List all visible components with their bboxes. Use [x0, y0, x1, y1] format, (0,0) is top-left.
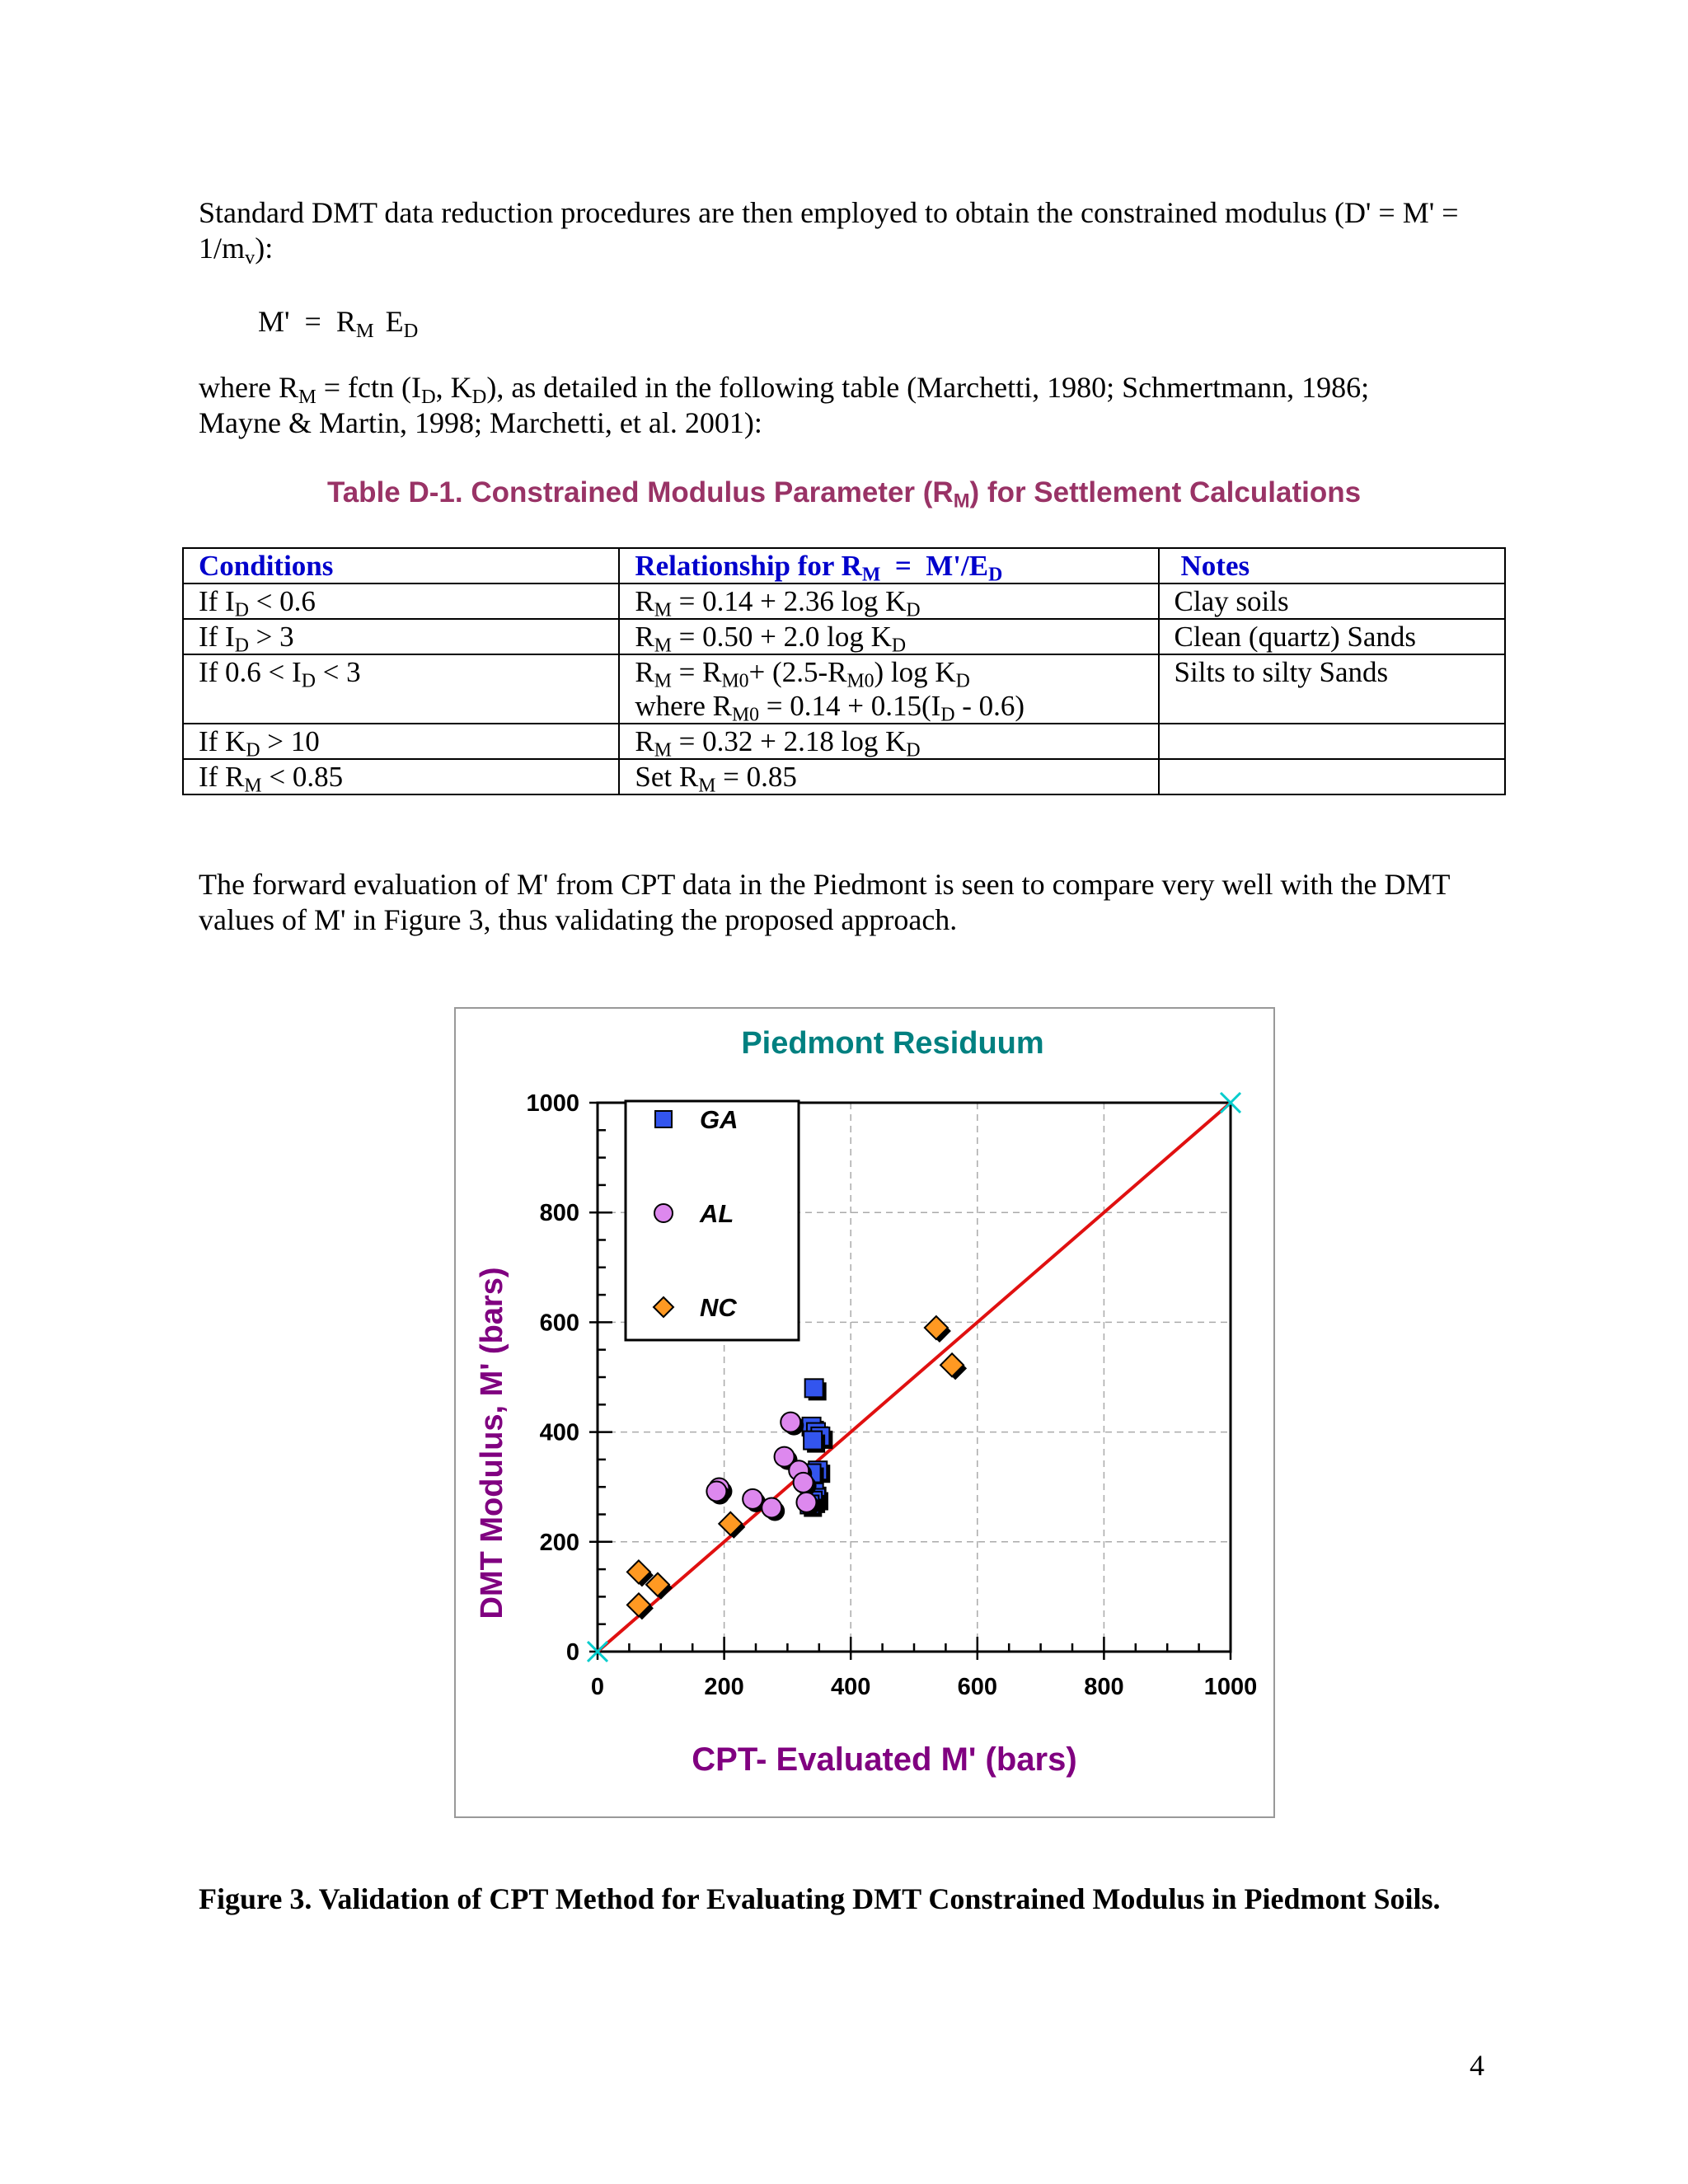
figure-frame — [454, 1007, 1275, 1818]
table-row — [183, 759, 1505, 794]
legend — [626, 1101, 799, 1340]
table-caption: Table D-1. Constrained Modulus Parameter $(R_M)$ for Settlement Calculations — [326, 476, 1362, 513]
table-cell: If $0.6 < I_D < 3$ — [183, 654, 619, 724]
data-point-ga — [805, 1379, 823, 1397]
data-point-al — [781, 1413, 800, 1432]
table-header-row — [183, 548, 1505, 583]
y-axis-label: DMT Modulus, M' (bars) — [475, 1267, 509, 1619]
table-cell: If $K_D > 10$ — [183, 724, 619, 759]
table-cell: $R_M = 0.50 + 2.0$ $\log K_D$ — [619, 619, 1158, 654]
legend-square-icon — [655, 1111, 672, 1127]
figure-caption: Figure 3. Validation of CPT Method for Evaluating DMT Constrained Modulus in Piedmont Soils. — [199, 1882, 1441, 1915]
table-cell: Set $R_M = 0.85$ — [619, 759, 1158, 794]
y-tick-label: 800 — [539, 1200, 579, 1227]
x-tick-label: 800 — [1084, 1674, 1124, 1700]
table-cell: $R_M = R_{M0}+ (2.5-R_{M0})$ $\log K_D$ where $R_{M0} = 0.14 + 0.15(I_D - 0.6)$ — [619, 654, 1158, 724]
paragraph-2-line-1: The forward evaluation of M' from CPT data in the Piedmont is seen to compare very well with the DMT — [199, 868, 1451, 901]
table-cell: Clean (quartz) Sands — [1159, 619, 1505, 654]
y-tick-label: 600 — [539, 1310, 579, 1337]
data-point-al — [706, 1482, 726, 1502]
data-point-ga — [804, 1432, 822, 1450]
table-row — [183, 724, 1505, 759]
table-cell — [1159, 724, 1505, 759]
y-tick-label: 200 — [539, 1529, 579, 1556]
equation: $M' = R_M$ $E_D$ — [258, 305, 419, 342]
table-cell: Clay soils — [1159, 583, 1505, 619]
intro-line-1: Standard DMT data reduction procedures are then employed to obtain the constrained modulus (D' = M' = — [199, 196, 1459, 229]
header-relationship: Relationship for $R_M = M'/E_D$ — [619, 548, 1158, 583]
legend-label: AL — [700, 1199, 734, 1228]
y-tick-label: 400 — [539, 1419, 579, 1446]
header-conditions: Conditions — [183, 548, 619, 583]
table-cell: If $I_D < 0.6$ — [183, 583, 619, 619]
where-paragraph-line-2: Mayne & Martin, 1998; Marchetti, et al. 2001): — [199, 406, 762, 439]
scatter-chart — [456, 1009, 1273, 1816]
data-point-al — [762, 1498, 781, 1518]
table-row — [183, 654, 1505, 724]
table-cell: $R_M = 0.14 + 2.36$ $\log K_D$ — [619, 583, 1158, 619]
table-row — [183, 619, 1505, 654]
legend-label: GA — [700, 1105, 738, 1134]
y-tick-label: 0 — [565, 1639, 579, 1666]
table-cell: $R_M = 0.32 + 2.18$ $\log K_D$ — [619, 724, 1158, 759]
legend-label: NC — [700, 1293, 737, 1322]
modulus-table — [182, 547, 1506, 795]
x-tick-label: 400 — [831, 1674, 871, 1700]
page-number: 4 — [1470, 2049, 1484, 2082]
x-tick-label: 0 — [590, 1674, 605, 1700]
legend-circle-icon — [654, 1204, 673, 1222]
table-cell — [1159, 759, 1505, 794]
chart-title: Piedmont Residuum — [741, 1026, 1044, 1061]
table-cell: If $R_M < 0.85$ — [183, 759, 619, 794]
data-point-al — [796, 1493, 816, 1512]
table-cell: Silts to silty Sands — [1159, 654, 1505, 724]
x-tick-label: 200 — [704, 1674, 744, 1700]
header-notes: Notes — [1159, 548, 1505, 583]
table-cell: If $I_D > 3$ — [183, 619, 619, 654]
x-axis-label: CPT- Evaluated M' (bars) — [692, 1741, 1077, 1778]
data-point-al — [794, 1473, 814, 1493]
data-points — [627, 1316, 967, 1619]
table-row — [183, 583, 1505, 619]
x-tick-label: 1000 — [1203, 1674, 1258, 1700]
intro-line-2: $1/m_v$): — [199, 232, 274, 269]
data-point-al — [743, 1489, 762, 1509]
x-tick-label: 600 — [957, 1674, 997, 1700]
where-paragraph: where $R_M$ = fctn ($I_D$, $K_D$), as detailed in the following table (Marchetti, 1980; Schmertmann, 1986; — [199, 371, 1370, 408]
paragraph-2-line-2: values of M' in Figure 3, thus validating the proposed approach. — [199, 903, 958, 936]
y-tick-label: 1000 — [526, 1090, 579, 1117]
